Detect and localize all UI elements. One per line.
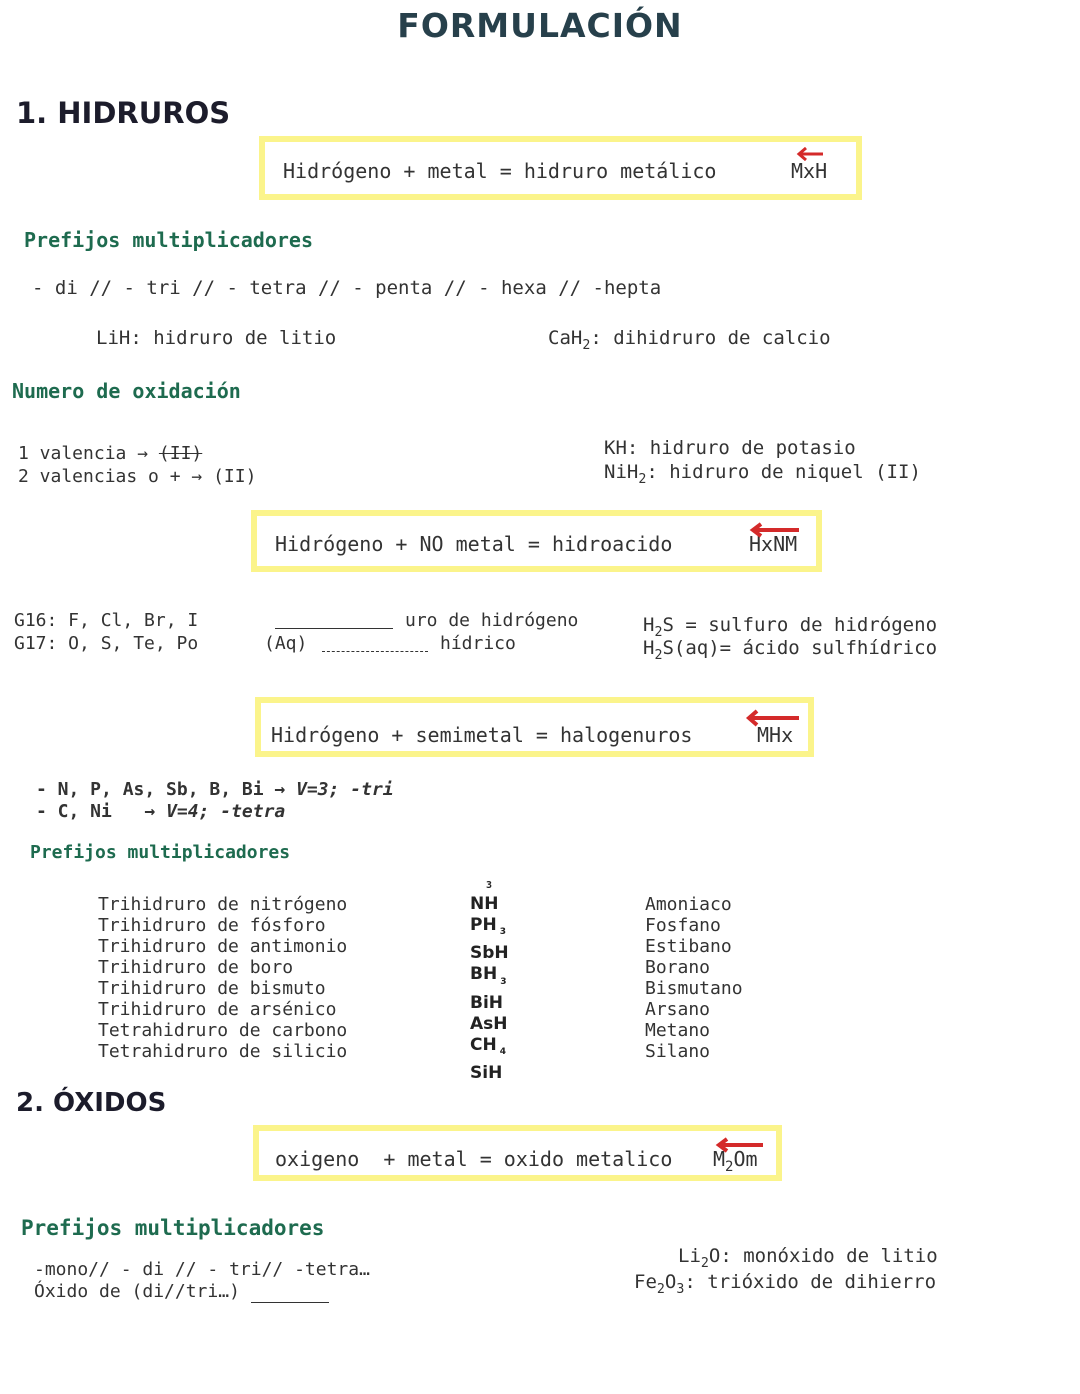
superscript-3: 3 xyxy=(486,880,493,891)
hydride-formula: AsH xyxy=(470,1013,508,1034)
hydride-formulas-column xyxy=(470,894,509,1084)
hydride-name: Tetrahidruro de silicio xyxy=(98,1041,348,1062)
oxido-prefijos-line-2: Óxido de (di//tri…) xyxy=(34,1281,329,1303)
hydride-name: Trihidruro de nitrógeno xyxy=(98,894,348,915)
hydride-formula: CH $_4$ xyxy=(470,1034,506,1058)
left-arrow-icon xyxy=(749,522,801,538)
formula-box-formula: MHx xyxy=(757,723,794,747)
example-cah2: CaH$_2$: dihidruro de calcio xyxy=(548,327,831,353)
left-arrow-icon xyxy=(795,147,825,161)
example-li2o: $Li_2O$: monóxido de litio xyxy=(678,1245,938,1271)
hydride-common-names-column xyxy=(645,894,743,1062)
hydride-common-name: Silano xyxy=(645,1041,711,1062)
hydride-name: Trihidruro de arsénico xyxy=(98,999,337,1020)
hydride-name: Tetrahidruro de carbono xyxy=(98,1020,348,1041)
section-heading-hidruros: 1. HIDRUROS xyxy=(16,96,231,130)
section-heading-oxidos: 2. ÓXIDOS xyxy=(16,1088,167,1118)
example-nih2: NiH$_2$: hidruro de niquel (II) xyxy=(604,461,921,487)
example-lih: LiH: hidruro de litio xyxy=(96,327,337,349)
example-kh: KH: hidruro de potasio xyxy=(604,437,856,459)
formula-box-nometal xyxy=(251,510,822,572)
prefijos-heading: Prefijos multiplicadores xyxy=(24,228,313,252)
semimetal-line-1: - N, P, As, Sb, B, Bi → V=3; -tri xyxy=(36,779,394,800)
semimetal-line-2: - C, Ni → V=4; -tetra xyxy=(36,801,286,822)
naming-uro: uro de hidrógeno xyxy=(405,610,579,631)
formula-box-text: oxigeno + metal = oxido metalico xyxy=(275,1147,673,1171)
valencia-line-2: 2 valencias o + → (II) xyxy=(18,466,257,487)
oxidacion-heading: Numero de oxidación xyxy=(12,379,241,403)
hydride-formula: BiH xyxy=(470,992,504,1013)
hydride-name: Trihidruro de fósforo xyxy=(98,915,326,936)
example-h2s: $H_2S$ = sulfuro de hidrógeno xyxy=(643,614,938,640)
formula-box-text: Hidrógeno + semimetal = halogenuros xyxy=(271,723,693,747)
hydride-common-name: Estibano xyxy=(645,936,732,957)
hydride-common-name: Fosfano xyxy=(645,915,721,936)
group-17: G17: O, S, Te, Po xyxy=(14,633,199,654)
hydride-formula: NH xyxy=(470,894,499,914)
naming-aq: (Aq) xyxy=(264,633,308,654)
blank-line-hidrico xyxy=(322,651,428,652)
example-fe2o3: $Fe_2O_3$: trióxido de dihierro xyxy=(634,1271,937,1297)
example-h2s-aq: $H_2S(aq)=$ ácido sulfhídrico xyxy=(643,637,938,663)
formula-box-oxido xyxy=(253,1125,782,1181)
page-title: FORMULACIÓN xyxy=(397,6,683,45)
group-16: G16: F, Cl, Br, I xyxy=(14,610,199,631)
left-arrow-icon xyxy=(745,709,801,727)
hydride-name: Trihidruro de bismuto xyxy=(98,978,326,999)
hydride-common-name: Borano xyxy=(645,957,711,978)
left-arrow-icon xyxy=(715,1137,765,1153)
oxido-prefijos-line-1: -mono// - di // - tri// -tetra… xyxy=(34,1259,370,1280)
formula-box-text: Hidrógeno + metal = hidruro metálico xyxy=(283,159,717,183)
hydride-common-name: Amoniaco xyxy=(645,894,732,915)
prefijos-list: - di // - tri // - tetra // - penta // - hexa // -hepta xyxy=(32,277,662,299)
naming-hidrico: hídrico xyxy=(440,633,516,654)
formula-box-metal xyxy=(259,136,862,200)
hydride-formula: SbH xyxy=(470,943,509,964)
hydride-formula: BH $_3$ xyxy=(470,964,507,987)
hydride-formula: PH $_3$ xyxy=(470,915,506,938)
hydride-common-name: Metano xyxy=(645,1020,711,1041)
hydride-names-column xyxy=(98,894,347,1062)
formula-box-text: Hidrógeno + NO metal = hidroacido xyxy=(275,532,673,556)
hydride-common-name: Arsano xyxy=(645,999,711,1020)
blank-line-uro xyxy=(275,628,393,629)
formula-box-formula: $M_2Om$ xyxy=(713,1147,758,1175)
hydride-common-name: Bismutano xyxy=(645,978,743,999)
formula-box-semimetal xyxy=(255,697,814,757)
formula-box-formula: MxH xyxy=(791,159,828,183)
hydride-formula: SiH xyxy=(470,1063,503,1084)
formula-box-formula: HxNM xyxy=(749,532,798,556)
prefijos-heading-3: Prefijos multiplicadores xyxy=(21,1216,325,1240)
hydride-name: Trihidruro de antimonio xyxy=(98,936,348,957)
valencia-line-1: 1 valencia → (II) xyxy=(18,443,203,464)
prefijos-heading-2: Prefijos multiplicadores xyxy=(30,842,291,863)
hydride-name: Trihidruro de boro xyxy=(98,957,294,978)
